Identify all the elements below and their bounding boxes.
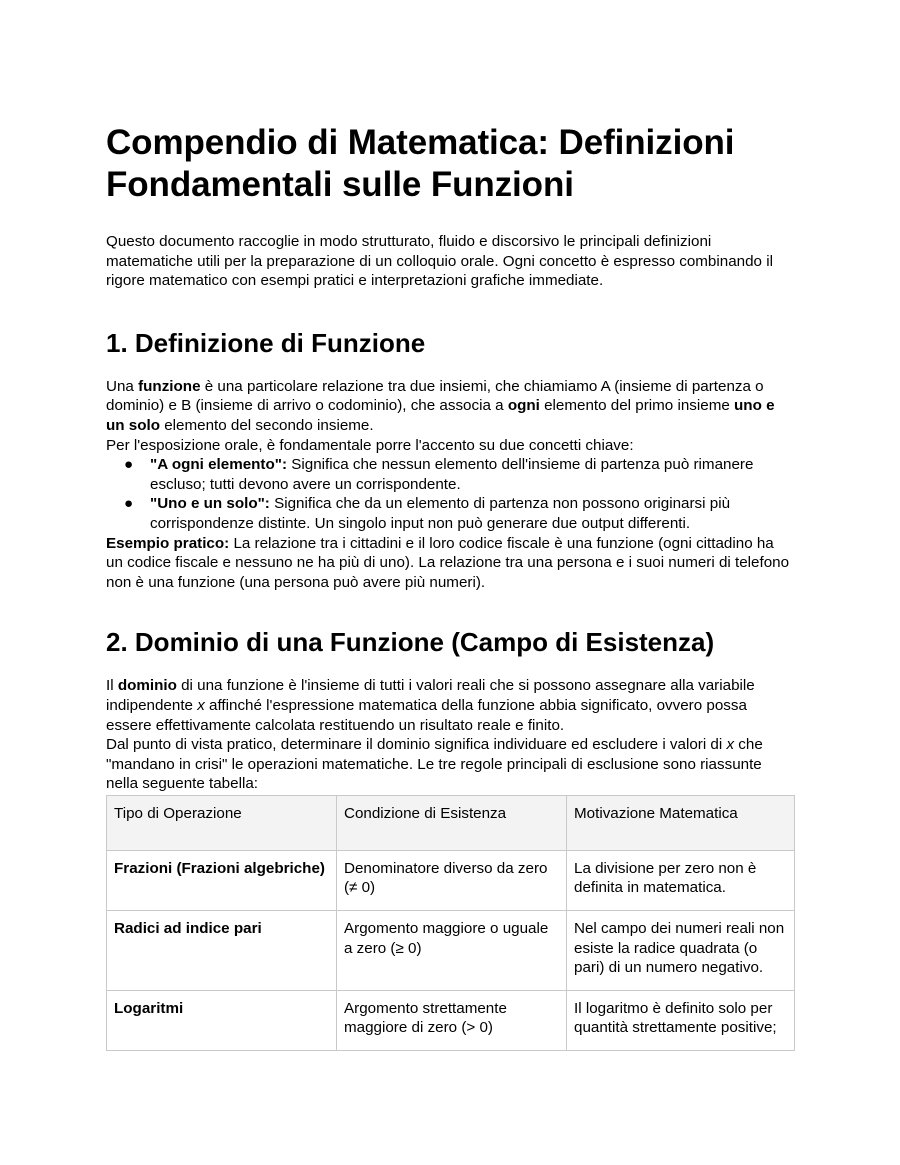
list-item	[106, 455, 794, 494]
section-2-heading: 2. Dominio di una Funzione (Campo di Esistenza)	[106, 627, 715, 658]
italic-run: x	[197, 696, 205, 714]
text-run: Dal punto di vista pratico, determinare il dominio significa individuare ed escludere i valori di	[106, 736, 727, 754]
bullet-label: "A ogni elemento":	[150, 456, 288, 474]
existence-conditions-table	[106, 795, 795, 1051]
intro-paragraph: Questo documento raccoglie in modo strutturato, fluido e discorsivo le principali definizioni matematiche utili per la preparazione di un colloquio orale. Ogni concetto è espresso combinando il rigore matematico con esempi pratici e interpretazioni grafiche immediate.	[106, 233, 773, 290]
text-run: che "mandano in crisi" le operazioni matematiche. Le tre regole principali di esclusione sono riassunte nella seguente tabella:	[106, 736, 763, 793]
text-run: è una particolare relazione tra due insiemi, che chiamiamo A (insieme di partenza o dominio) e B (insieme di arrivo o codominio), che associa a	[106, 377, 764, 415]
bold-run: dominio	[117, 677, 177, 695]
function-definition-paragraph	[106, 377, 794, 436]
oral-exposition-paragraph: Per l'esposizione orale, è fondamentale porre l'accento su due concetti chiave:	[106, 436, 634, 454]
bullet-text: Significa che nessun elemento dell'insieme di partenza può rimanere escluso; tutti devono avere un corrispondente.	[150, 456, 754, 493]
example-label: Esempio pratico:	[106, 534, 230, 552]
document-title: Compendio di Matematica: Definizioni Fondamentali sulle Funzioni	[106, 123, 735, 204]
list-item	[106, 494, 794, 533]
text-run: elemento del primo insieme	[539, 397, 735, 415]
text-run: Il	[106, 677, 118, 695]
table-header-row	[107, 795, 795, 850]
bold-run: ogni	[507, 397, 540, 415]
table-cell: Argomento strettamente maggiore di zero (> 0)	[337, 990, 567, 1050]
text-run: Una	[106, 377, 139, 395]
table-cell: Logaritmi	[107, 990, 337, 1050]
bold-run: funzione	[138, 377, 201, 395]
italic-run: x	[726, 736, 735, 754]
domain-practice-paragraph	[106, 735, 794, 794]
section-1-heading: 1. Definizione di Funzione	[106, 327, 426, 358]
text-run: affinché l'espressione matematica della funzione abbia significato, ovvero possa essere effettivamente calcolata restituendo un risultato reale e finito.	[106, 696, 747, 734]
text-run: elemento del secondo insieme.	[160, 416, 374, 434]
table-row	[107, 990, 795, 1050]
table-cell: Denominatore diverso da zero (≠ 0)	[337, 850, 567, 910]
table-cell: Nel campo dei numeri reali non esiste la radice quadrata (o pari) di un numero negativo.	[567, 911, 795, 991]
table-cell: Argomento maggiore o uguale a zero (≥ 0)	[337, 911, 567, 991]
table-cell: Il logaritmo è definito solo per quantità strettamente positive;	[567, 990, 795, 1050]
practical-example-paragraph	[106, 534, 794, 593]
bullet-icon: ●	[124, 495, 134, 513]
table-cell: Frazioni (Frazioni algebriche)	[107, 850, 337, 910]
table-row	[107, 911, 795, 991]
table-row	[107, 850, 795, 910]
bullet-label: "Uno e un solo":	[150, 495, 270, 513]
table-cell: La divisione per zero non è definita in matematica.	[567, 850, 795, 910]
text-run: di una funzione è l'insieme di tutti i valori reali che si possono assegnare alla variabile indipendente	[106, 677, 755, 714]
column-header: Condizione di Esistenza	[337, 795, 567, 850]
bullet-icon: ●	[124, 456, 134, 474]
bullet-text: Significa che da un elemento di partenza non possono originarsi più corrispondenze distinte. Un singolo input non può generare due output differenti.	[150, 495, 731, 532]
bold-run: uno e un solo	[106, 397, 775, 434]
column-header: Motivazione Matematica	[567, 795, 795, 850]
example-text: La relazione tra i cittadini e il loro codice fiscale è una funzione (ogni cittadino ha un codice fiscale e nessuno ne ha più di uno). La relazione tra una persona e i suoi numeri di telefono non è una funzione (una persona può avere più numeri).	[106, 534, 790, 591]
table-cell: Radici ad indice pari	[107, 911, 337, 991]
key-concepts-list	[106, 455, 794, 533]
column-header: Tipo di Operazione	[107, 795, 337, 850]
domain-definition-paragraph	[106, 676, 794, 735]
